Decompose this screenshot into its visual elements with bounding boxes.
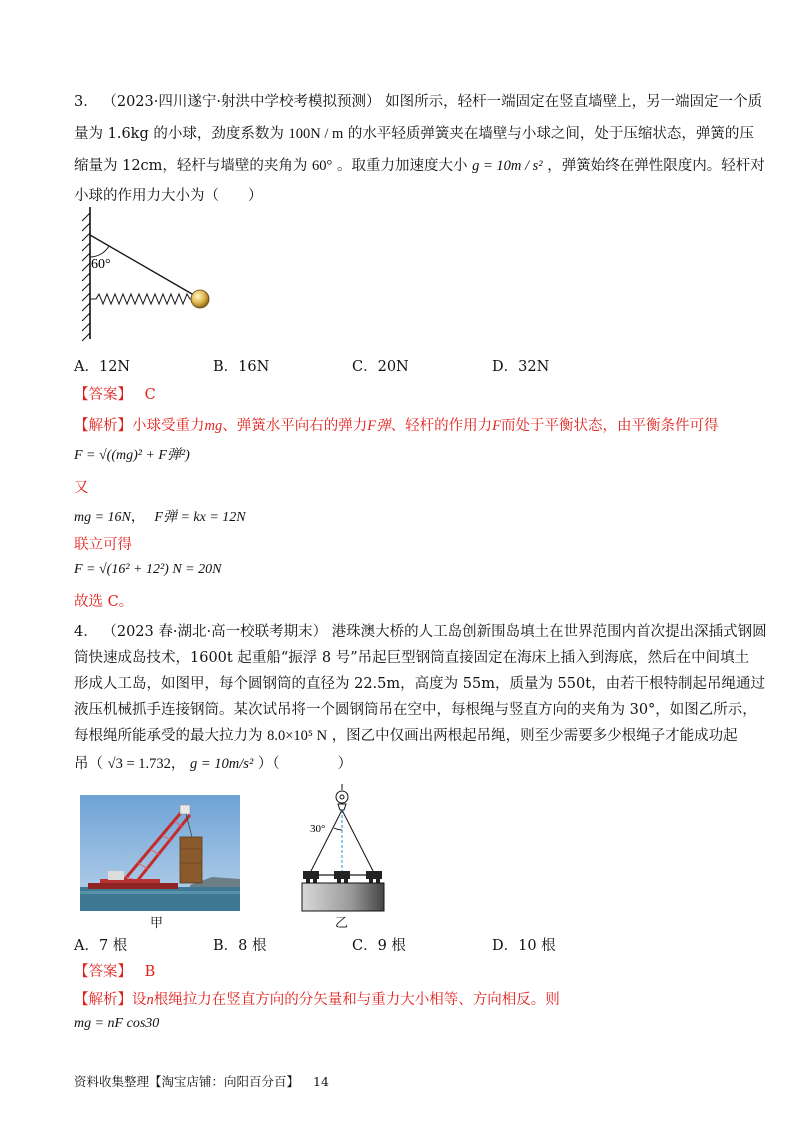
q4-line-4: 液压机械抓手连接钢筒。某次试吊将一个圆钢筒吊在空中，每根绳与竖直方向的夹角为 30°，如图乙所示，: [74, 702, 757, 718]
page-number: 14: [313, 1074, 329, 1089]
q4-option-c[interactable]: C．9 根: [352, 938, 406, 954]
q4-caption-jia: 甲: [150, 916, 164, 931]
q3-line-4: 小球的作用力大小为（ ）: [74, 188, 263, 204]
spring: [90, 294, 196, 304]
q3-spring-constant: 100N / m: [288, 126, 344, 142]
q4-option-b[interactable]: B．8 根: [213, 938, 267, 954]
q4-option-a[interactable]: A．7 根: [74, 938, 128, 954]
q4-line-5: 每根绳所能承受的最大拉力为 8.0×10⁵ N ，图乙中仅画出两根起吊绳，则至少需要多少根绳子才能成功起: [74, 728, 738, 744]
q3-conclusion: 故选 C。: [74, 594, 134, 610]
q3-number: 3．: [74, 94, 98, 110]
q3-formula-1: F = √((mg)² + F弹²): [74, 448, 190, 463]
q3-angle: 60°: [312, 158, 333, 174]
q3-you: 又: [74, 480, 89, 496]
q3-figure-angle-label: 60°: [91, 257, 111, 272]
ball: [191, 290, 209, 308]
q3-option-a[interactable]: A．12N: [74, 359, 131, 375]
q4-line-2: 筒快速成岛技术，1600t 起重船“振浮 8 号”吊起巨型钢筒直接固定在海床上插入到海底，然后在中间填土: [74, 650, 750, 666]
q3-analysis: 【解析】小球受重力mg、弹簧水平向右的弹力F弹、轻杆的作用力F而处于平衡状态，由平衡条件可得: [74, 418, 719, 434]
q4-line-3: 形成人工岛，如图甲，每个圆钢筒的直径为 22.5m，高度为 55m，质量为 550t，由若干根特制起吊绳通过: [74, 676, 766, 692]
q3-line-3: 缩量为 12cm，轻杆与墙壁的夹角为 60° 。取重力加速度大小 g = 10m / s² ，弹簧始终在弹性限度内。轻杆对: [74, 158, 765, 174]
q3-option-d[interactable]: D．32N: [492, 359, 550, 375]
q3-answer-value: C: [144, 387, 156, 403]
q4-figure-angle-label: 30°: [310, 823, 326, 835]
grip-clamps: [303, 871, 382, 883]
q3-gravity: g = 10m / s²: [472, 158, 543, 174]
q4-number: 4．: [74, 624, 98, 640]
page-footer: [74, 1072, 329, 1090]
q4-source: （2023 春·湖北·高一校联考期末）: [102, 624, 328, 640]
q4-line-6: 吊（ √3 = 1.732， g = 10m/s² ）（ ）: [74, 756, 353, 772]
hook-icon: [336, 784, 348, 810]
rope-right: [342, 810, 374, 873]
steel-cylinder: [180, 837, 202, 883]
q4-photo-crane: [80, 795, 240, 911]
q4-analysis: 【解析】设n根绳拉力在竖直方向的分矢量和与重力大小相等、方向相反。则: [74, 992, 560, 1008]
q4-caption-yi: 乙: [335, 916, 349, 931]
q3-option-c[interactable]: C．20N: [352, 359, 409, 375]
q3-line-1: 3． （2023·四川遂宁·射洪中学校考模拟预测） 如图所示，轻杆一端固定在竖直墙壁上，另一端固定一个质: [74, 94, 763, 110]
q3-answer: 【答案】 C: [74, 387, 156, 403]
q3-formula-3: F = √(16² + 12²) N = 20N: [74, 562, 222, 577]
steel-cylinder-body: [302, 883, 384, 911]
q3-source: （2023·四川遂宁·射洪中学校考模拟预测）: [102, 94, 381, 110]
q3-line-2: 量为 1.6kg 的小球，劲度系数为 100N / m 的水平轻质弹簧夹在墙壁与小球之间，处于压缩状态，弹簧的压: [74, 126, 754, 142]
q3-figure: [78, 205, 228, 345]
q4-answer-value: B: [144, 964, 156, 980]
q4-diagram: [300, 780, 400, 920]
q3-option-b[interactable]: B．16N: [213, 359, 270, 375]
wall-hatching: [82, 207, 90, 341]
q4-option-d[interactable]: D．10 根: [492, 938, 556, 954]
angle-arc: [90, 246, 109, 257]
q3-lianli: 联立可得: [74, 537, 132, 553]
q3-formula-2: mg = 16N， F弹 = kx = 12N: [74, 510, 246, 525]
q4-max-force: 8.0×10⁵ N: [267, 728, 328, 744]
q4-answer: 【答案】 B: [74, 964, 156, 980]
q4-line-1: 4． （2023 春·湖北·高一校联考期末） 港珠澳大桥的人工岛创新围岛填土在世界范围内首次提出深插式钢圆: [74, 624, 767, 640]
footer-text: 资料收集整理【淘宝店铺：向阳百分百】: [74, 1074, 300, 1089]
rope-left: [310, 810, 342, 873]
q4-formula-1: mg = nF cos30: [74, 1016, 160, 1031]
